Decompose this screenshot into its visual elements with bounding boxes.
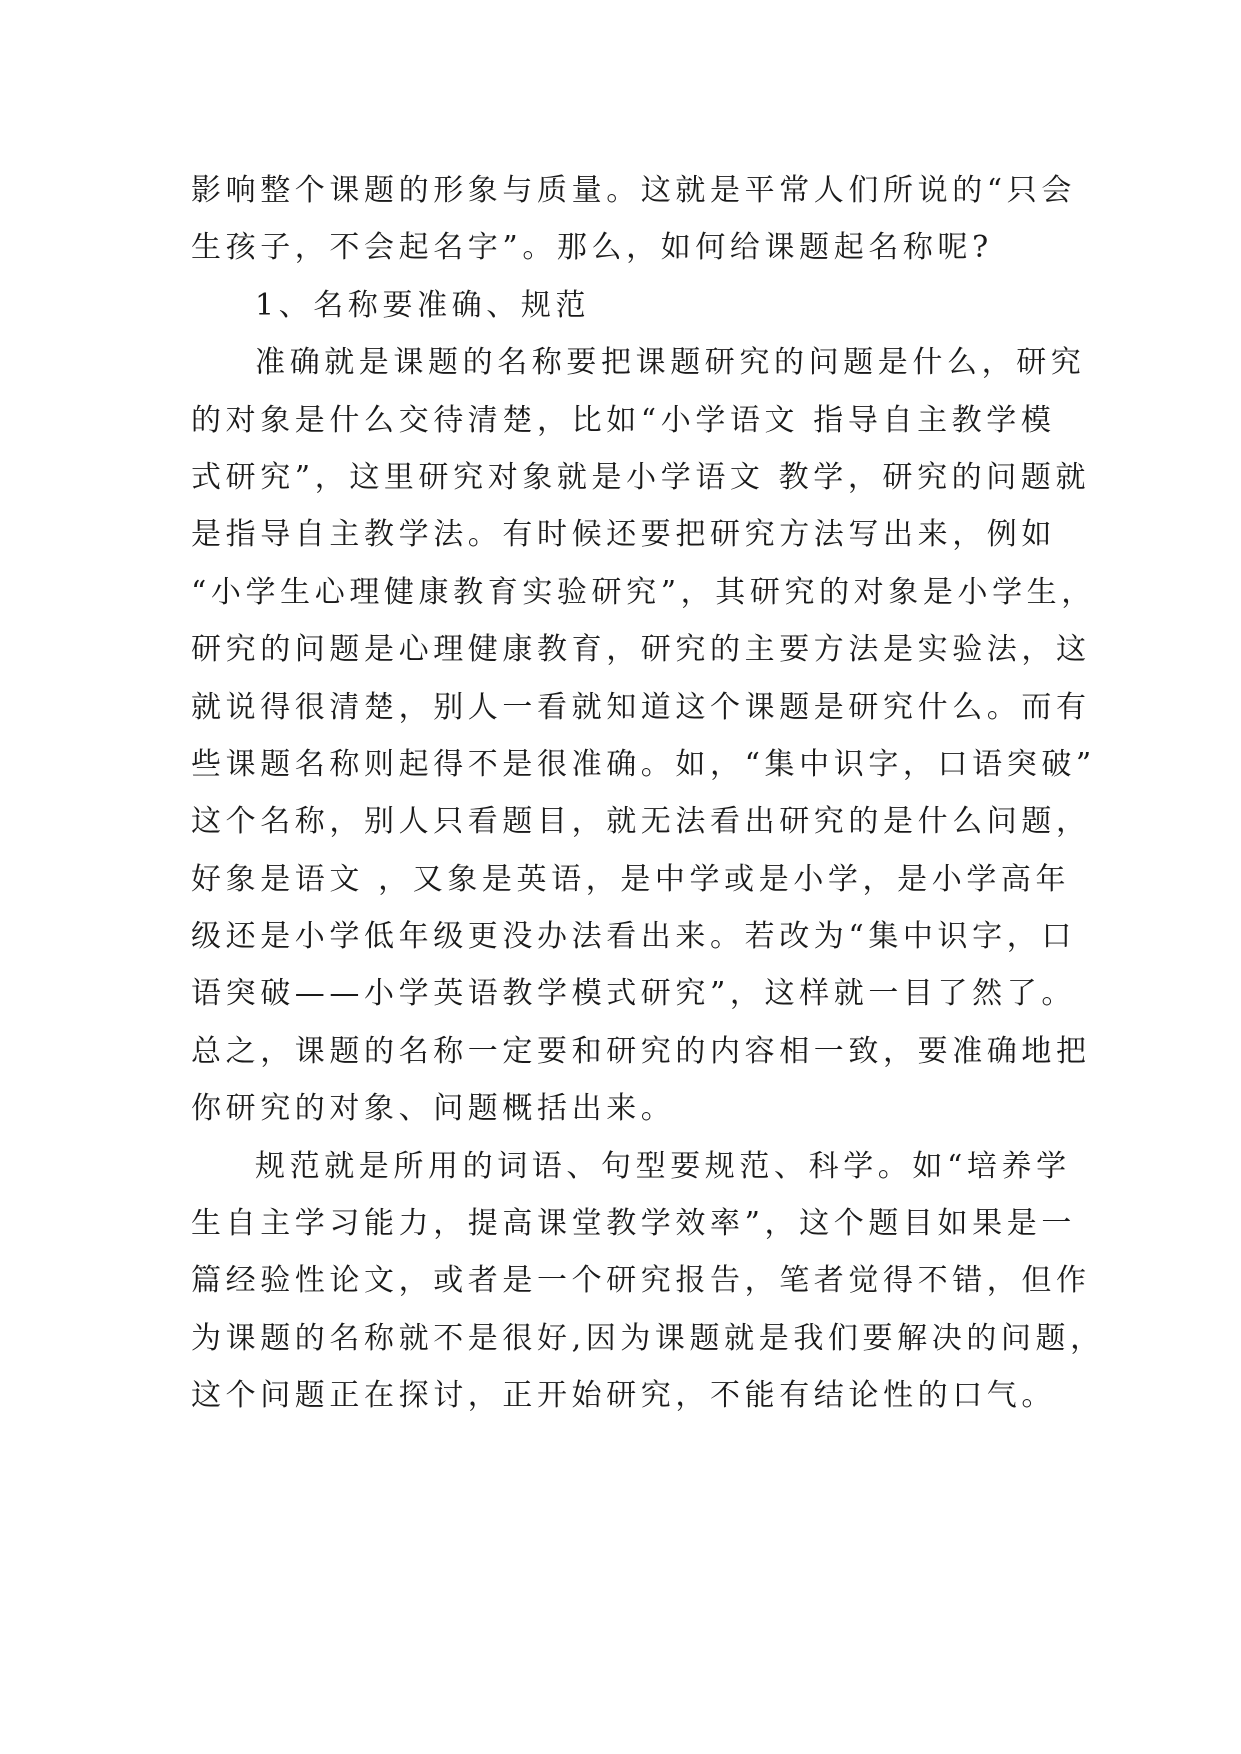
text-line: 这个问题正在探讨，正开始研究，不能有结论性的口气。 [191, 1378, 1056, 1414]
body-text [191, 162, 1105, 1425]
text-line: “小学生心理健康教育实验研究”，其研究的对象是小学生， [191, 574, 1096, 610]
text-line: 些课题名称则起得不是很准确。如，“集中识字，口语突破” [191, 746, 1096, 782]
text-line: 就说得很清楚，别人一看就知道这个课题是研究什么。而有 [191, 689, 1091, 725]
text-line: 总之，课题的名称一定要和研究的内容相一致，要准确地把 [191, 1033, 1091, 1069]
text-line: 1、名称要准确、规范 [255, 287, 591, 323]
text-line: 语突破——小学英语教学模式研究”，这样就一目了然了。 [191, 976, 1076, 1012]
text-line: 生自主学习能力，提高课堂教学效率”，这个题目如果是一 [191, 1206, 1076, 1242]
text-line: 准确就是课题的名称要把课题研究的问题是什么，研究 [255, 345, 1086, 381]
text-line: 级还是小学低年级更没办法看出来。若改为“集中识字，口 [191, 919, 1076, 955]
text-line: 研究的问题是心理健康教育，研究的主要方法是实验法，这 [191, 632, 1091, 668]
text-line: 这个名称，别人只看题目，就无法看出研究的是什么问题， [191, 804, 1091, 840]
text-line: 式研究”，这里研究对象就是小学语文 教学，研究的问题就 [191, 459, 1091, 495]
text-line: 影响整个课题的形象与质量。这就是平常人们所说的“只会 [191, 173, 1076, 208]
text-line: 是指导自主教学法。有时候还要把研究方法写出来，例如 [191, 517, 1056, 553]
text-line: 的对象是什么交待清楚，比如“小学语文 指导自主教学模 [191, 402, 1056, 438]
text-line: 规范就是所用的词语、句型要规范、科学。如“培养学 [255, 1148, 1071, 1184]
text-line: 好象是语文 ，又象是英语，是中学或是小学，是小学高年 [191, 861, 1071, 897]
text-line: 为课题的名称就不是很好,因为课题就是我们要解决的问题， [191, 1320, 1105, 1356]
text-line: 生孩子，不会起名字”。那么，如何给课题起名称呢? [191, 230, 993, 266]
text-line: 篇经验性论文，或者是一个研究报告，笔者觉得不错，但作 [191, 1263, 1091, 1299]
text-line: 你研究的对象、问题概括出来。 [191, 1091, 676, 1127]
